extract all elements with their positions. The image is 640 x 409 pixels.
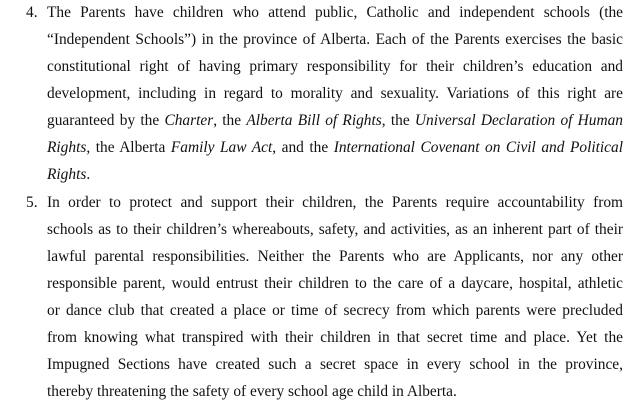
paragraph-number: 4. bbox=[26, 4, 38, 21]
text-run: thereby threatening the safety of every school age child in Alberta. bbox=[47, 383, 457, 400]
text-line bbox=[47, 112, 623, 130]
text-run: The Parents have children who attend public, Catholic and independent schools (the bbox=[47, 4, 623, 21]
text-run: schools as to their children’s whereabouts, safety, and activities, as an inherent part of their bbox=[47, 221, 623, 238]
text-line bbox=[47, 248, 623, 266]
text-run: Impugned Sections have created such a secret space in every school in the province, bbox=[47, 356, 623, 373]
text-line bbox=[47, 139, 623, 157]
italic-citation: International Covenant on Civil and Political bbox=[333, 139, 623, 156]
text-line bbox=[47, 356, 623, 374]
text-run: development, including in regard to morality and sexuality. Variations of this right are bbox=[47, 85, 623, 102]
text-line bbox=[47, 31, 623, 49]
text-line bbox=[47, 194, 623, 212]
text-line bbox=[47, 166, 623, 184]
text-run: , the Alberta bbox=[86, 139, 171, 156]
italic-citation: Rights bbox=[47, 166, 87, 183]
text-line bbox=[47, 329, 623, 347]
text-run: . bbox=[86, 166, 91, 183]
italic-citation: Charter bbox=[164, 112, 214, 129]
text-run: from knowing what transpired with their children in that secret time and place. Yet the bbox=[47, 329, 623, 346]
text-run: lawful parental responsibilities. Neither the Parents who are Applicants, nor any other bbox=[47, 248, 623, 265]
text-line bbox=[47, 58, 623, 76]
italic-citation: Alberta Bill of Rights bbox=[246, 112, 382, 129]
text-run: , the bbox=[213, 112, 247, 129]
text-line bbox=[47, 4, 623, 22]
text-line bbox=[47, 275, 623, 293]
italic-citation: Family Law Act bbox=[170, 139, 273, 156]
text-run: In order to protect and support their children, the Parents require accountability from bbox=[47, 194, 623, 211]
italic-citation: Universal Declaration of Human bbox=[414, 112, 623, 129]
text-line bbox=[47, 85, 623, 103]
text-run: or dance club that created a place or time of secrecy from which parents were precluded bbox=[47, 302, 623, 319]
text-line bbox=[47, 383, 623, 401]
paragraph-number: 5. bbox=[26, 194, 38, 211]
text-run: , the bbox=[381, 112, 415, 129]
text-run: responsible parent, would entrust their children to the care of a daycare, hospital, athletic bbox=[47, 275, 623, 292]
text-line bbox=[47, 302, 623, 320]
text-run: constitutional right of having primary responsibility for their children’s education and bbox=[47, 58, 623, 75]
text-run: guaranteed by the bbox=[47, 112, 165, 129]
italic-citation: Rights bbox=[47, 139, 87, 156]
text-run: , and the bbox=[272, 139, 334, 156]
text-run: “Independent Schools”) in the province of Alberta. Each of the Parents exercises the basic bbox=[47, 31, 623, 48]
text-line bbox=[47, 221, 623, 239]
